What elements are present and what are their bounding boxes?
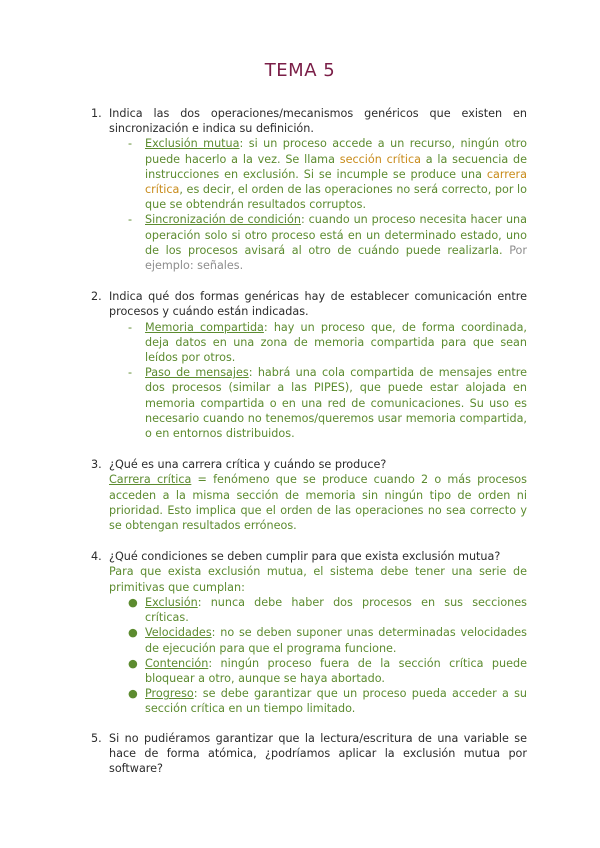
answer-list — [109, 320, 527, 442]
answer-text: a la secuencia de instrucciones en exclusión. Si se incumple se produce una — [145, 152, 527, 181]
example-text: Por ejemplo: señales. — [145, 243, 527, 273]
answer-intro: Para que exista exclusión mutua, el sistema debe tener una serie de primitivas que cumplan: — [109, 565, 527, 594]
condition-item — [128, 656, 527, 686]
question-5 — [91, 731, 527, 777]
question-text: ¿Qué es una carrera crítica y cuándo se produce? — [109, 458, 387, 472]
question-3 — [91, 457, 527, 533]
question-number: 5. — [91, 731, 102, 745]
question-text: Si no pudiéramos garantizar que la lectura/escritura de una variable se hace de forma atómica, ¿podríamos aplicar la exclusión mutua por software? — [109, 731, 527, 775]
answer-text: : no se deben suponer unas determinadas velocidades de ejecución para que el programa funcione. — [145, 626, 527, 655]
answer-text: : ningún proceso fuera de la sección crítica puede bloquear a otro, aunque se haya abortado. — [145, 656, 527, 685]
condition-item — [128, 595, 527, 625]
answer-item — [128, 136, 527, 212]
dot-bullet: ● — [128, 626, 138, 640]
answer-text: : habrá una cola compartida de mensajes entre dos procesos (similar a las PIPES), que puede estar alojada en memoria compartida o en una red de comunicaciones. Su uso es necesario cuando no tenemos/queremos usar memoria compartida, o en entornos distribuidos. — [145, 366, 527, 441]
dot-bullet: ● — [128, 687, 138, 701]
answer-text: : se debe garantizar que un proceso pueda acceder a su sección crítica en un tiempo limitado. — [145, 687, 527, 716]
answer-item — [128, 212, 528, 273]
answer-text: = fenómeno que se produce cuando 2 o más procesos acceden a la misma sección de memoria sin ningún tipo de orden ni prioridad. Esto implica que el orden de las operaciones no sea correcto y se obtengan resultados erróneos. — [109, 473, 527, 533]
term: Exclusión — [145, 595, 198, 609]
conditions-list — [109, 595, 527, 717]
highlight-term: sección crítica — [339, 152, 421, 166]
condition-item — [128, 625, 527, 655]
answer-item — [128, 365, 527, 441]
term: Progreso — [145, 687, 194, 701]
term: Contención — [145, 656, 209, 670]
dot-bullet: ● — [128, 656, 138, 670]
question-2 — [91, 289, 527, 441]
dash-bullet: - — [128, 137, 133, 151]
question-text: ¿Qué condiciones se deben cumplir para que exista exclusión mutua? — [109, 550, 501, 564]
answer-text: : cuando un proceso necesita hacer una operación solo si otro proceso está en un determinado estado, uno de los procesos avisará al otro de cuándo puede realizarla. — [145, 213, 528, 257]
condition-item — [128, 686, 527, 716]
term: Paso de mensajes — [145, 366, 249, 380]
answer-text: , es decir, el orden de las operaciones no será correcto, por lo que se obtendrán resultados corruptos. — [145, 183, 527, 212]
question-number: 3. — [91, 458, 102, 472]
answer-text: : si un proceso accede a un recurso, ningún otro puede hacerlo a la vez. Se llama — [145, 137, 527, 166]
dash-bullet: - — [128, 366, 133, 380]
answer-text: : hay un proceso que, de forma coordinada, deja datos en una zona de memoria compartida para que sean leídos por otros. — [145, 320, 527, 365]
term: Sincronización de condición — [145, 213, 301, 227]
dash-bullet: - — [128, 320, 133, 334]
question-number: 2. — [91, 290, 102, 304]
term: Exclusión mutua — [145, 137, 240, 151]
question-number: 4. — [91, 550, 102, 564]
question-4 — [91, 549, 527, 716]
dash-bullet: - — [128, 213, 133, 227]
answer-paragraph — [109, 472, 527, 533]
question-text: Indica qué dos formas genéricas hay de establecer comunicación entre procesos y cuándo están indicadas. — [109, 290, 527, 319]
document-body — [91, 106, 528, 792]
highlight-term: carrera crítica — [145, 167, 527, 197]
question-text: Indica las dos operaciones/mecanismos genéricos que existen en sincronización e indica su definición. — [109, 107, 527, 136]
term: Carrera crítica — [109, 473, 192, 487]
answer-list — [109, 136, 527, 273]
question-number: 1. — [91, 107, 102, 120]
question-1 — [91, 106, 528, 273]
page-title: TEMA 5 — [264, 60, 336, 81]
term: Memoria compartida — [145, 320, 264, 334]
answer-item — [128, 320, 527, 366]
answer-text: : nunca debe haber dos procesos en sus secciones críticas. — [145, 595, 527, 625]
term: Velocidades — [145, 626, 212, 640]
dot-bullet: ● — [128, 595, 138, 609]
